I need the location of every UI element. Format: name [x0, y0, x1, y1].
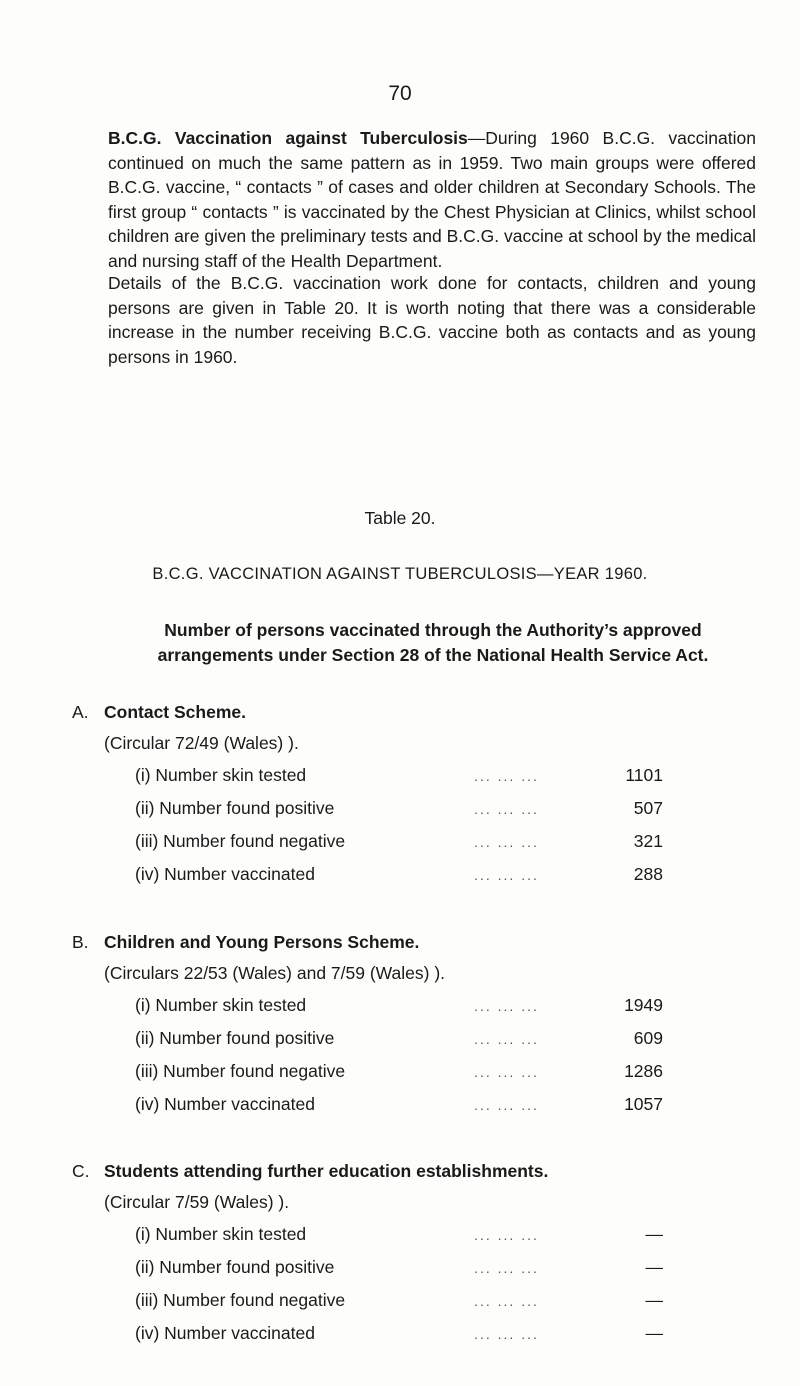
row-value: — — [645, 1323, 663, 1343]
details-paragraph: Details of the B.C.G. vaccination work done for contacts, children and young persons are given in Table 20. It is worth noting that there was a considerable increase in the number receiving B.C.G. vaccine both as contacts and as young persons in 1960. — [108, 273, 756, 367]
circular-reference: (Circulars 22/53 (Wales) and 7/59 (Wales) ). — [104, 962, 446, 983]
row-label: (iii) Number found negative — [135, 1061, 346, 1081]
table-row — [135, 858, 663, 891]
dot-leader: ... ... ... — [474, 1226, 539, 1243]
row-label: (i) Number skin tested — [135, 995, 307, 1015]
table-row — [135, 989, 663, 1022]
section-further-education-students — [72, 1156, 752, 1350]
row-label: (iv) Number vaccinated — [135, 1323, 315, 1343]
dot-leader: ... ... ... — [474, 1325, 539, 1342]
intro-paragraph-text: —During 1960 B.C.G. vaccination continued on much the same pattern as in 1959. Two main groups were offered B.C.G. vaccine, “ contacts ” of cases and older children at Secondary Schools. The first group “ contacts ” is vaccinated by the Chest Physician at Clinics, whilst school children are given the preliminary tests and B.C.G. vaccine at school by the medical and nursing staff of the Health Department. — [108, 128, 756, 271]
dot-leader: ... ... ... — [474, 833, 539, 850]
dot-leader: ... ... ... — [474, 997, 539, 1014]
section-header — [72, 927, 752, 957]
row-value: 507 — [633, 798, 663, 818]
section-title: Children and Young Persons Scheme. — [104, 931, 420, 952]
dot-leader: ... ... ... — [474, 1292, 539, 1309]
intro-paragraph — [108, 126, 756, 274]
dot-leader: ... ... ... — [474, 1063, 539, 1080]
table-heading: B.C.G. VACCINATION AGAINST TUBERCULOSIS—YEAR 1960. — [152, 565, 648, 583]
row-label: (i) Number skin tested — [135, 1224, 307, 1244]
dot-leader: ... ... ... — [474, 767, 539, 784]
dot-leader: ... ... ... — [474, 800, 539, 817]
dot-leader: ... ... ... — [474, 1259, 539, 1276]
section-header — [72, 1156, 752, 1186]
row-label: (ii) Number found positive — [135, 1257, 335, 1277]
section-letter: C. — [72, 1160, 90, 1181]
dot-leader: ... ... ... — [474, 866, 539, 883]
row-label: (iv) Number vaccinated — [135, 1094, 315, 1114]
row-value: — — [645, 1290, 663, 1310]
table-row — [135, 1218, 663, 1251]
row-value: 1057 — [624, 1094, 663, 1114]
section-title: Students attending further education establishments. — [104, 1160, 549, 1181]
table-row — [135, 1317, 663, 1350]
table-row — [135, 1088, 663, 1121]
section-letter: B. — [72, 931, 89, 952]
row-label: (ii) Number found positive — [135, 798, 335, 818]
table-row — [135, 1055, 663, 1088]
row-label: (i) Number skin tested — [135, 765, 307, 785]
dot-leader: ... ... ... — [474, 1030, 539, 1047]
row-value: 1286 — [624, 1061, 663, 1081]
row-value: 321 — [633, 831, 663, 851]
row-label: (ii) Number found positive — [135, 1028, 335, 1048]
row-value: 1949 — [624, 995, 663, 1015]
circular-reference: (Circular 72/49 (Wales) ). — [104, 732, 299, 753]
section-title: Contact Scheme. — [104, 701, 246, 722]
circular-reference: (Circular 7/59 (Wales) ). — [104, 1191, 290, 1212]
row-label: (iii) Number found negative — [135, 1290, 346, 1310]
row-label: (iii) Number found negative — [135, 831, 346, 851]
row-value: — — [645, 1257, 663, 1277]
row-value: 609 — [633, 1028, 663, 1048]
table-row — [135, 1284, 663, 1317]
table-row — [135, 825, 663, 858]
row-value: 288 — [633, 864, 663, 884]
row-label: (iv) Number vaccinated — [135, 864, 315, 884]
table-title: Table 20. — [364, 508, 436, 528]
section-contact-scheme — [72, 697, 752, 891]
table-row — [135, 759, 663, 792]
row-value: 1101 — [625, 765, 663, 785]
dot-leader: ... ... ... — [474, 1096, 539, 1113]
table-subheading: Number of persons vaccinated through the Authority’s approved arrangements under Section 28 of the National Health Service Act. — [157, 620, 709, 665]
section-children-young-persons-scheme — [72, 927, 752, 1121]
table-row — [135, 792, 663, 825]
section-header — [72, 697, 752, 727]
table-row — [135, 1022, 663, 1055]
page-number: 70 — [388, 82, 412, 105]
row-value: — — [645, 1224, 663, 1244]
paragraph-lead-heading: B.C.G. Vaccination against Tuberculosis — [108, 128, 468, 148]
table-row — [135, 1251, 663, 1284]
section-letter: A. — [72, 701, 89, 722]
